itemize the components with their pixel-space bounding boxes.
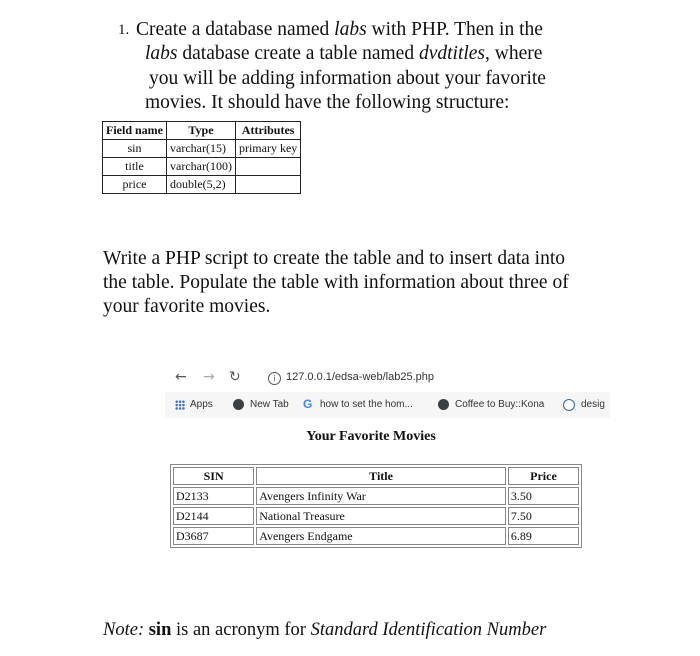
bookmark-coffee[interactable]: Coffee to Buy::Kona: [455, 399, 545, 410]
instructions-line-2: the table. Populate the table with information about three of: [103, 272, 569, 293]
wordpress-icon: [563, 399, 575, 411]
schema-cell: title: [103, 158, 167, 176]
movies-table: [170, 464, 582, 548]
note-label: Note:: [103, 620, 145, 640]
movies-header: Price: [508, 467, 579, 485]
schema-header: Type: [167, 122, 236, 140]
movie-price: 6.89: [508, 527, 579, 545]
schema-row: [103, 140, 301, 158]
browser-screenshot: [165, 366, 610, 556]
schema-cell: varchar(100): [167, 158, 236, 176]
movies-header: Title: [256, 467, 506, 485]
note-definition: Standard Identification Number: [310, 620, 547, 640]
note: [103, 620, 546, 641]
movie-price: 3.50: [508, 487, 579, 505]
schema-cell: sin: [103, 140, 167, 158]
schema-cell: primary key: [235, 140, 300, 158]
question-line-3: you will be adding information about your favorite: [149, 68, 546, 89]
reload-icon[interactable]: ↻: [229, 369, 241, 385]
schema-header: Attributes: [235, 122, 300, 140]
url-field[interactable]: 127.0.0.1/edsa-web/lab25.php: [286, 371, 435, 383]
question-number: 1.: [118, 22, 130, 38]
table-name: dvdtitles: [418, 43, 486, 64]
forward-arrow-icon[interactable]: →: [203, 369, 215, 385]
movie-sin: D2133: [173, 487, 254, 505]
db-name: labs: [145, 43, 178, 64]
schema-header: Field name: [103, 122, 167, 140]
schema-cell: [235, 176, 300, 194]
google-icon: G: [303, 397, 313, 411]
schema-header-row: [103, 122, 301, 140]
db-name: labs: [334, 19, 367, 40]
schema-row: [103, 176, 301, 194]
schema-cell: price: [103, 176, 167, 194]
bookmark-design[interactable]: desig: [581, 399, 605, 410]
note-term: sin: [148, 620, 172, 640]
movie-sin: D3687: [173, 527, 254, 545]
schema-cell: [235, 158, 300, 176]
bookmark-how-to[interactable]: how to set the hom...: [320, 399, 413, 410]
back-arrow-icon[interactable]: ←: [175, 369, 187, 385]
movie-title: Avengers Infinity War: [256, 487, 506, 505]
apps-grid-icon: [175, 400, 185, 410]
movies-header: SIN: [173, 467, 254, 485]
question-line-2: labs database create a table named dvdtitles, where: [145, 43, 543, 64]
schema-row: [103, 158, 301, 176]
info-icon[interactable]: i: [268, 372, 281, 385]
movie-title: Avengers Endgame: [256, 527, 506, 545]
bookmark-apps[interactable]: Apps: [190, 399, 213, 410]
address-bar: [165, 366, 610, 392]
note-middle: is an acronym for: [171, 620, 311, 640]
table-row: [173, 507, 579, 525]
movies-header-row: [173, 467, 579, 485]
schema-table: [102, 121, 301, 194]
schema-cell: varchar(15): [167, 140, 236, 158]
movie-title: National Treasure: [256, 507, 506, 525]
page-title: Your Favorite Movies: [306, 429, 436, 444]
table-row: [173, 487, 579, 505]
movie-price: 7.50: [508, 507, 579, 525]
instructions-line-3: your favorite movies.: [103, 296, 271, 317]
bookmarks-bar: [165, 392, 610, 418]
bookmark-new-tab[interactable]: New Tab: [250, 399, 289, 410]
instructions-line-1: Write a PHP script to create the table and to insert data into: [103, 248, 566, 269]
schema-cell: double(5,2): [167, 176, 236, 194]
question-line-1: Create a database named labs with PHP. Then in the: [136, 19, 543, 40]
globe-icon: [233, 399, 244, 410]
globe-icon: [438, 399, 449, 410]
table-row: [173, 527, 579, 545]
movie-sin: D2144: [173, 507, 254, 525]
question-line-4: movies. It should have the following structure:: [145, 92, 510, 113]
